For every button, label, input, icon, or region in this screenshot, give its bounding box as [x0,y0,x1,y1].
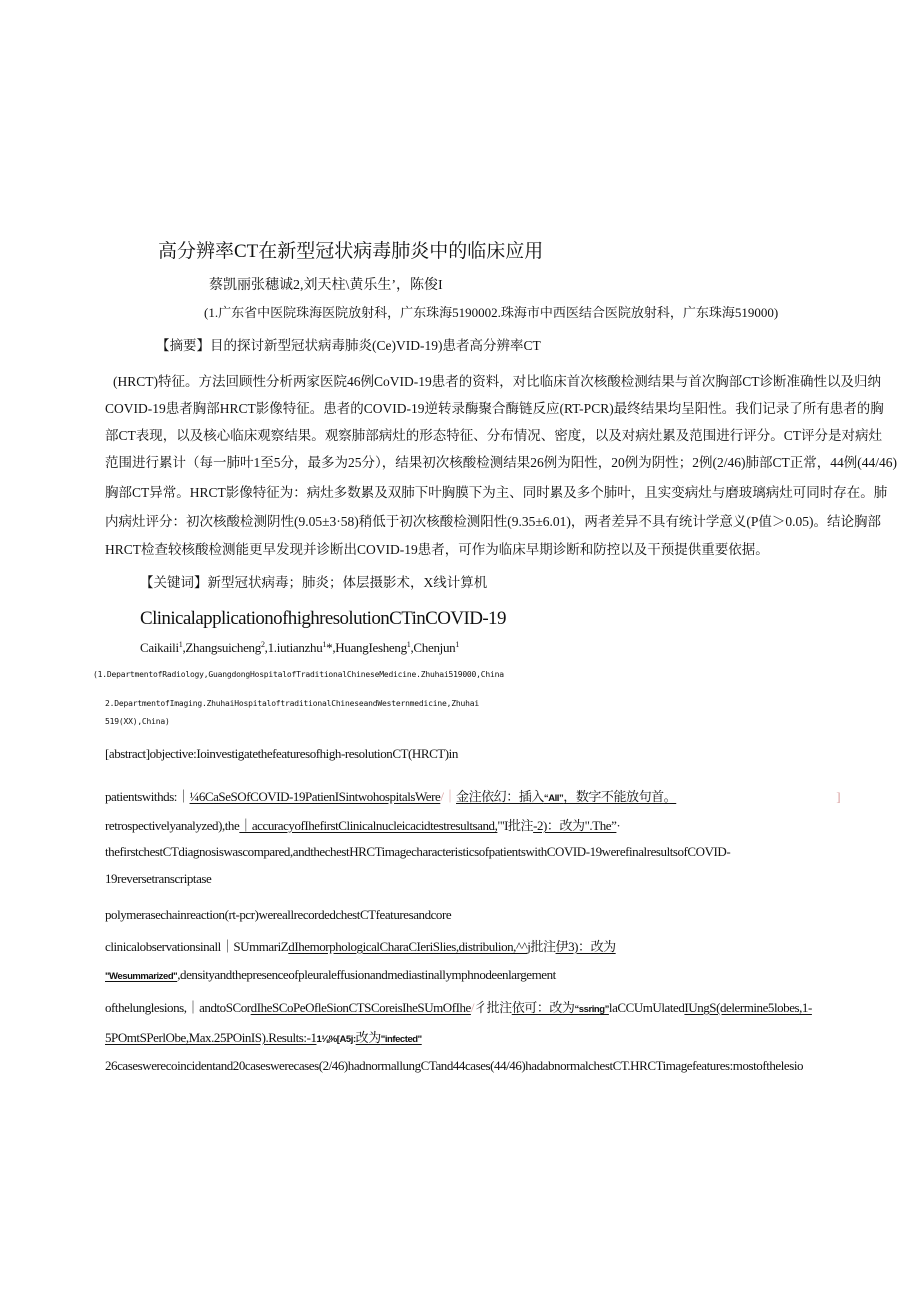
author-name: *,HuangIesheng [326,640,407,655]
abstract-cn-line: 部CT表现，以及核心临床观察结果。观察肺部病灶的形态特征、分布情况、密度，以及对病灶累及范围进行评分。CT评分是对病灶 [105,428,882,443]
affiliation-en-line: 2.DepartmentofImaging.ZhuhaiHospitaloftraditionalChineseandWesternmedicine,Zhuhai [105,699,479,708]
review-comment-label[interactable]: 彳批注 [474,1000,512,1015]
review-comment[interactable]: -2)：改为".The” [533,818,617,833]
author-affil-mark: 2 [260,640,265,649]
abstract-en-line [105,997,812,1016]
abstract-en-line [105,786,840,805]
abstract-en-line: 19reversetranscriptase [105,871,212,886]
keywords-cn-label: 【关键词】 [140,575,208,590]
abstract-text: · [616,818,621,833]
comment-text: 金注依幻：插入 [456,789,544,804]
tracked-change-text: ¼6CaSeSOfCOVID-19PatienISintwohospitalsWere [189,789,441,804]
tracked-change-text: ｜accuracyofIhefirstClinicalnucleicacidtestresultsand, [239,818,498,833]
abstract-en-line [105,815,620,834]
tracked-change-text: dIhemorphologicalCharaCIeriSlies,distribulion,^^ [288,939,528,954]
abstract-text: retrospectivelyanalyzed),the [105,818,240,833]
abstract-text: ,densityandthepresenceofpleuraleffusionandmediastinallymphnodeenlargement [177,967,556,982]
abstract-en-line [105,1027,422,1046]
author-name: ,1.iutianzhu [264,640,323,655]
abstract-cn-line: (HRCT)特征。方法回顾性分析两家医院46例CoVID-19患者的资料，对比临床首次核酸检测结果与首次胸部CT诊断准确性以及归纳 [113,374,881,389]
authors-cn: 蔡凯丽张穗诚2,刘天柱\黄乐生’，陈俊I [209,278,443,293]
tracked-change-text: IUngS(delermine5lobes,1- [684,1000,812,1015]
abstract-cn-line: 胸部CT异常。HRCT影像特征为：病灶多数累及双肺下叶胸膜下为主、同时累及多个肺叶，且实变病灶与磨玻璃病灶可同时存在。肺 [105,485,888,500]
author-affil-mark: 1 [322,640,327,649]
review-comment-label[interactable]: "'I批注 [497,818,534,833]
abstract-cn-line: 目的探讨新型冠状病毒肺炎(Ce)VID-19)患者高分辨率CT [210,338,541,353]
review-comment[interactable] [456,789,836,804]
author-affil-mark: 1 [455,640,460,649]
tracked-change-text: 5POmtSPerlObe,Max.25POinIS).Results:-1 [105,1030,317,1045]
abstract-cn-line: HRCT检查较核酸检测能更早发现并诊断出COVID-19患者，可作为临床早期诊断和防控以及干预提供重要依据。 [105,542,769,557]
review-comment[interactable]: "Wesummarized" [105,971,178,982]
abstract-text: patientswithds:｜ [105,789,190,804]
abstract-en-line: [abstract]objective:Ioinvestigatethefeaturesofhigh-resolutionCT(HRCT)in [105,746,458,761]
abstract-en-line: thefirstchestCTdiagnosiswascompared,andthechestHRCTimagecharacteristicsofpatientswithCOVID-19werefinalresultsofCOVID- [105,844,731,859]
abstract-text: clinicalobservationsinall｜SUmmariZ [105,939,289,954]
review-comment-label[interactable]: 1⅛%[A5j: [316,1034,356,1045]
review-comment[interactable]: 改为 [355,1030,381,1045]
author-affil-mark: 1 [406,640,411,649]
abstract-cn-line: COVID-19患者胸部HRCT影像特征。患者的COVID-19逆转录酶聚合酶链反应(RT-PCR)最终结果均呈阳性。我们记录了所有患者的胸 [105,401,884,416]
abstract-cn-first-line [156,334,541,354]
abstract-en-line [105,936,616,955]
abstract-en-line: 26caseswerecoincidentand20caseswerecases(2/46)hadnormallungCTand44cases(44/46)hadabnormalchestCT.HRCTimagefeatures:mostofthelesio [105,1058,804,1073]
keywords-cn [140,571,487,591]
keywords-cn-text: 新型冠状病毒；肺炎；体层摄影术，X线计算机 [207,575,488,590]
abstract-text: laCCUmUlated [608,1000,685,1015]
abstract-en-line [105,967,556,983]
authors-en [140,640,459,656]
author-name: ,Chenjun [410,640,456,655]
abstract-text: ofthelunglesions,｜andtoSCor [105,1000,251,1015]
title-cn: 高分辨率CT在新型冠状病毒肺炎中的临床应用 [158,241,544,262]
abstract-cn-line: 内病灶评分：初次核酸检测阴性(9.05±3·58)稍低于初次核酸检测阳性(9.35±6.01)，两者差异不具有统计学意义(P值＞0.05)。结论胸部 [105,514,882,529]
review-comment-label[interactable]: j批注 [527,939,556,954]
abstract-cn-line: 范围进行累计（每一肺叶1至5分，最多为25分），结果初次核酸检测结果26例为阳性，20例为阴性；2例(2/46)肺部CT正常，44例(44/46) [105,455,897,470]
author-name: ,Zhangsuicheng [182,640,261,655]
title-en: ClinicalapplicationofhighresolutionCTinCOVID-19 [140,608,506,629]
comment-text: “All” [543,793,564,804]
abstract-cn-label: 【摘要】 [156,338,210,353]
abstract-en-line: polymerasechainreaction(rt-pcr)wereallrecordedchestCTfeaturesandcore [105,907,452,922]
author-name: Caikaili [140,640,179,655]
comment-anchor: /｜ [440,789,457,804]
review-comment[interactable]: 依可：改为 [511,1000,575,1015]
tracked-change-text: dIheSCoPeOfleSionCTSCoreisIheSUmOfIhe [250,1000,471,1015]
comment-anchor: / [470,1000,475,1015]
review-comment[interactable]: "infected" [380,1034,422,1045]
affiliation-en-line: (1.DepartmentofRadiology,GuangdongHospitalofTraditionalChineseMedicine.Zhuhai519000,China [93,670,504,679]
comment-bracket: ] [836,789,841,804]
comment-text: ，数字不能放句首。 [563,789,677,804]
author-affil-mark: 1 [178,640,183,649]
affiliation-cn: (1.广东省中医院珠海医院放射科，广东珠海5190002.珠海市中西医结合医院放射科，广东珠海519000) [204,305,779,320]
review-comment[interactable]: 伊3)：改为 [555,939,616,954]
affiliation-en-line: 519(XX),China) [105,717,170,726]
review-comment[interactable]: “ssring” [574,1004,609,1015]
